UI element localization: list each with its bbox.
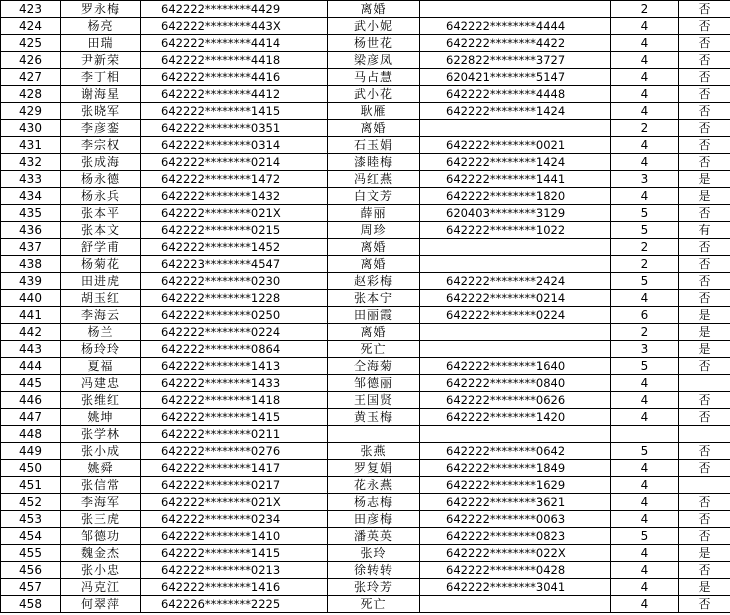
spouse-cell: 张本宁 [328, 290, 420, 307]
row-number-cell: 435 [1, 205, 61, 222]
spouse-id-cell: 642222********1424 [420, 154, 611, 171]
spouse-cell: 杨世花 [328, 35, 420, 52]
flag-cell: 否 [679, 409, 730, 426]
household-count-cell: 4 [611, 477, 679, 494]
flag-cell: 否 [679, 69, 730, 86]
flag-cell: 否 [679, 528, 730, 545]
table-row [1, 426, 730, 443]
spouse-cell: 周珍 [328, 222, 420, 239]
spouse-id-cell: 642222********1629 [420, 477, 611, 494]
row-number-cell: 445 [1, 375, 61, 392]
spouse-cell: 武小花 [328, 86, 420, 103]
name-cell: 李彦銮 [61, 120, 141, 137]
spouse-id-cell: 642222********0626 [420, 392, 611, 409]
name-cell: 张学林 [61, 426, 141, 443]
table-row [1, 307, 730, 324]
table-row [1, 35, 730, 52]
row-number-cell: 446 [1, 392, 61, 409]
row-number-cell: 444 [1, 358, 61, 375]
name-cell: 杨菊花 [61, 256, 141, 273]
table-row [1, 205, 730, 222]
flag-cell [679, 375, 730, 392]
spouse-cell: 死亡 [328, 341, 420, 358]
table-row [1, 103, 730, 120]
household-count-cell: 5 [611, 205, 679, 222]
household-count-cell: 4 [611, 375, 679, 392]
name-cell: 罗永梅 [61, 1, 141, 18]
table-row [1, 239, 730, 256]
spouse-id-cell: 642222********3041 [420, 579, 611, 596]
household-count-cell: 4 [611, 52, 679, 69]
spouse-cell: 薛丽 [328, 205, 420, 222]
flag-cell: 否 [679, 137, 730, 154]
spouse-id-cell [420, 596, 611, 613]
name-cell: 张晓军 [61, 103, 141, 120]
row-number-cell: 458 [1, 596, 61, 613]
household-count-cell: 4 [611, 86, 679, 103]
row-number-cell: 424 [1, 18, 61, 35]
flag-cell [679, 477, 730, 494]
name-cell: 冯建忠 [61, 375, 141, 392]
household-count-cell: 4 [611, 290, 679, 307]
flag-cell: 是 [679, 171, 730, 188]
household-count-cell: 4 [611, 188, 679, 205]
table-row [1, 324, 730, 341]
row-number-cell: 449 [1, 443, 61, 460]
table-row [1, 528, 730, 545]
spouse-cell: 张玲 [328, 545, 420, 562]
table-row [1, 494, 730, 511]
id-number-cell: 642222********1418 [141, 392, 328, 409]
household-count-cell: 4 [611, 460, 679, 477]
id-number-cell: 642222********1228 [141, 290, 328, 307]
row-number-cell: 455 [1, 545, 61, 562]
flag-cell: 否 [679, 239, 730, 256]
spouse-id-cell: 642222********0214 [420, 290, 611, 307]
row-number-cell: 423 [1, 1, 61, 18]
spouse-cell: 田彦梅 [328, 511, 420, 528]
name-cell: 田瑞 [61, 35, 141, 52]
spouse-cell: 仝海菊 [328, 358, 420, 375]
spouse-cell: 邹德丽 [328, 375, 420, 392]
spouse-id-cell [420, 120, 611, 137]
household-count-cell: 4 [611, 409, 679, 426]
table-row [1, 562, 730, 579]
flag-cell: 否 [679, 562, 730, 579]
spouse-cell: 梁彦凤 [328, 52, 420, 69]
spouse-cell: 冯红燕 [328, 171, 420, 188]
name-cell: 张维红 [61, 392, 141, 409]
row-number-cell: 429 [1, 103, 61, 120]
flag-cell: 是 [679, 324, 730, 341]
household-count-cell: 4 [611, 511, 679, 528]
spouse-id-cell: 642222********0840 [420, 375, 611, 392]
id-number-cell: 642222********443X [141, 18, 328, 35]
table-row [1, 375, 730, 392]
household-count-cell: 4 [611, 103, 679, 120]
flag-cell: 否 [679, 154, 730, 171]
flag-cell: 是 [679, 307, 730, 324]
spouse-cell: 徐转转 [328, 562, 420, 579]
table-row [1, 477, 730, 494]
flag-cell: 是 [679, 188, 730, 205]
flag-cell: 否 [679, 511, 730, 528]
flag-cell: 否 [679, 392, 730, 409]
name-cell: 尹新荣 [61, 52, 141, 69]
household-count-cell: 4 [611, 596, 679, 613]
name-cell: 胡玉红 [61, 290, 141, 307]
flag-cell: 否 [679, 18, 730, 35]
spouse-id-cell [420, 426, 611, 443]
id-number-cell: 642222********021X [141, 494, 328, 511]
table-row [1, 171, 730, 188]
spouse-id-cell: 620421********5147 [420, 69, 611, 86]
household-count-cell: 4 [611, 35, 679, 52]
spouse-id-cell: 622822********3727 [420, 52, 611, 69]
row-number-cell: 442 [1, 324, 61, 341]
row-number-cell: 457 [1, 579, 61, 596]
flag-cell: 否 [679, 120, 730, 137]
id-number-cell: 642222********1415 [141, 103, 328, 120]
row-number-cell: 436 [1, 222, 61, 239]
household-count-cell: 4 [611, 494, 679, 511]
row-number-cell: 452 [1, 494, 61, 511]
flag-cell: 是 [679, 341, 730, 358]
spouse-cell: 石玉娟 [328, 137, 420, 154]
spouse-cell: 离婚 [328, 1, 420, 18]
spouse-cell: 马占慧 [328, 69, 420, 86]
name-cell: 张成海 [61, 154, 141, 171]
id-number-cell: 642222********4416 [141, 69, 328, 86]
flag-cell: 是 [679, 545, 730, 562]
spouse-cell: 离婚 [328, 256, 420, 273]
name-cell: 李宗权 [61, 137, 141, 154]
table-row [1, 460, 730, 477]
spouse-cell: 离婚 [328, 120, 420, 137]
household-count-cell: 4 [611, 18, 679, 35]
household-count-cell [611, 426, 679, 443]
name-cell: 李海云 [61, 307, 141, 324]
flag-cell: 否 [679, 86, 730, 103]
name-cell: 姚舜 [61, 460, 141, 477]
household-count-cell: 4 [611, 154, 679, 171]
row-number-cell: 438 [1, 256, 61, 273]
row-number-cell: 440 [1, 290, 61, 307]
spouse-cell: 死亡 [328, 596, 420, 613]
household-count-cell: 3 [611, 171, 679, 188]
spouse-cell: 漆睦梅 [328, 154, 420, 171]
name-cell: 魏金杰 [61, 545, 141, 562]
id-number-cell: 642222********0214 [141, 154, 328, 171]
id-number-cell: 642222********1415 [141, 409, 328, 426]
household-count-cell: 6 [611, 307, 679, 324]
name-cell: 张小忠 [61, 562, 141, 579]
table-row [1, 341, 730, 358]
household-count-cell: 2 [611, 120, 679, 137]
row-number-cell: 434 [1, 188, 61, 205]
id-number-cell: 642222********4414 [141, 35, 328, 52]
name-cell: 张三虎 [61, 511, 141, 528]
spouse-id-cell [420, 1, 611, 18]
id-number-cell: 642222********1416 [141, 579, 328, 596]
flag-cell: 否 [679, 256, 730, 273]
row-number-cell: 427 [1, 69, 61, 86]
row-number-cell: 431 [1, 137, 61, 154]
row-number-cell: 430 [1, 120, 61, 137]
spouse-id-cell: 642222********0021 [420, 137, 611, 154]
household-count-cell: 4 [611, 69, 679, 86]
name-cell: 杨玲玲 [61, 341, 141, 358]
name-cell: 张小成 [61, 443, 141, 460]
table-row [1, 86, 730, 103]
household-count-cell: 2 [611, 324, 679, 341]
row-number-cell: 432 [1, 154, 61, 171]
id-number-cell: 642223********4547 [141, 256, 328, 273]
id-number-cell: 642226********2225 [141, 596, 328, 613]
row-number-cell: 456 [1, 562, 61, 579]
table-row [1, 443, 730, 460]
spouse-id-cell: 642222********2424 [420, 273, 611, 290]
name-cell: 李丁相 [61, 69, 141, 86]
household-count-cell: 3 [611, 341, 679, 358]
id-number-cell: 642222********0230 [141, 273, 328, 290]
id-number-cell: 642222********1415 [141, 545, 328, 562]
spouse-id-cell: 642222********3621 [420, 494, 611, 511]
spouse-cell: 黄玉梅 [328, 409, 420, 426]
id-number-cell: 642222********0211 [141, 426, 328, 443]
name-cell: 李海军 [61, 494, 141, 511]
row-number-cell: 454 [1, 528, 61, 545]
spouse-id-cell: 642222********4448 [420, 86, 611, 103]
row-number-cell: 453 [1, 511, 61, 528]
table-body [1, 1, 730, 613]
household-count-cell: 5 [611, 528, 679, 545]
household-count-cell: 5 [611, 358, 679, 375]
spouse-id-cell: 642222********1424 [420, 103, 611, 120]
name-cell: 张信常 [61, 477, 141, 494]
spouse-cell: 离婚 [328, 324, 420, 341]
flag-cell [679, 426, 730, 443]
id-number-cell: 642222********1413 [141, 358, 328, 375]
spouse-cell: 花永燕 [328, 477, 420, 494]
table-row [1, 273, 730, 290]
table-row [1, 596, 730, 613]
flag-cell: 否 [679, 205, 730, 222]
id-number-cell: 642222********4418 [141, 52, 328, 69]
spouse-cell: 赵彩梅 [328, 273, 420, 290]
id-number-cell: 642222********0213 [141, 562, 328, 579]
household-count-cell: 4 [611, 545, 679, 562]
household-count-cell: 2 [611, 256, 679, 273]
flag-cell: 否 [679, 460, 730, 477]
name-cell: 杨亮 [61, 18, 141, 35]
name-cell: 杨永德 [61, 171, 141, 188]
spouse-cell: 武小妮 [328, 18, 420, 35]
table-row [1, 392, 730, 409]
row-number-cell: 437 [1, 239, 61, 256]
spouse-cell: 潘英英 [328, 528, 420, 545]
household-count-cell: 5 [611, 222, 679, 239]
row-number-cell: 441 [1, 307, 61, 324]
spouse-id-cell: 642222********0063 [420, 511, 611, 528]
name-cell: 谢海星 [61, 86, 141, 103]
flag-cell: 否 [679, 35, 730, 52]
flag-cell: 否 [679, 494, 730, 511]
spouse-id-cell: 642222********022X [420, 545, 611, 562]
flag-cell: 否 [679, 52, 730, 69]
table-row [1, 18, 730, 35]
table-row [1, 511, 730, 528]
flag-cell: 否 [679, 443, 730, 460]
row-number-cell: 433 [1, 171, 61, 188]
spouse-cell: 田丽霞 [328, 307, 420, 324]
row-number-cell: 450 [1, 460, 61, 477]
id-number-cell: 642222********0234 [141, 511, 328, 528]
name-cell: 张本平 [61, 205, 141, 222]
household-count-cell: 4 [611, 579, 679, 596]
name-cell: 何翠萍 [61, 596, 141, 613]
spouse-id-cell: 642222********1022 [420, 222, 611, 239]
spouse-id-cell: 642222********1420 [420, 409, 611, 426]
row-number-cell: 447 [1, 409, 61, 426]
spouse-id-cell [420, 256, 611, 273]
spouse-cell: 离婚 [328, 239, 420, 256]
table-row [1, 69, 730, 86]
household-count-cell: 5 [611, 443, 679, 460]
flag-cell: 有 [679, 222, 730, 239]
table-row [1, 579, 730, 596]
household-count-cell: 2 [611, 239, 679, 256]
spouse-cell [328, 426, 420, 443]
id-number-cell: 642222********0351 [141, 120, 328, 137]
id-number-cell: 642222********0864 [141, 341, 328, 358]
row-number-cell: 425 [1, 35, 61, 52]
table-row [1, 1, 730, 18]
table-row [1, 290, 730, 307]
name-cell: 杨永兵 [61, 188, 141, 205]
flag-cell: 否 [679, 103, 730, 120]
id-number-cell: 642222********1410 [141, 528, 328, 545]
table-row [1, 256, 730, 273]
flag-cell: 否 [679, 273, 730, 290]
name-cell: 姚坤 [61, 409, 141, 426]
table-row [1, 545, 730, 562]
table-row [1, 222, 730, 239]
table-row [1, 137, 730, 154]
flag-cell: 是 [679, 579, 730, 596]
id-number-cell: 642222********0215 [141, 222, 328, 239]
id-number-cell: 642222********0250 [141, 307, 328, 324]
table-row [1, 52, 730, 69]
name-cell: 杨兰 [61, 324, 141, 341]
spouse-id-cell [420, 239, 611, 256]
id-number-cell: 642222********4429 [141, 1, 328, 18]
flag-cell: 否 [679, 1, 730, 18]
row-number-cell: 439 [1, 273, 61, 290]
id-number-cell: 642222********0276 [141, 443, 328, 460]
spouse-id-cell: 620403********3129 [420, 205, 611, 222]
name-cell: 张本文 [61, 222, 141, 239]
row-number-cell: 428 [1, 86, 61, 103]
table-row [1, 188, 730, 205]
row-number-cell: 451 [1, 477, 61, 494]
row-number-cell: 426 [1, 52, 61, 69]
id-number-cell: 642222********0224 [141, 324, 328, 341]
id-number-cell: 642222********1432 [141, 188, 328, 205]
id-number-cell: 642222********0217 [141, 477, 328, 494]
name-cell: 夏福 [61, 358, 141, 375]
spouse-id-cell: 642222********4444 [420, 18, 611, 35]
spouse-id-cell: 642222********4422 [420, 35, 611, 52]
row-number-cell: 443 [1, 341, 61, 358]
flag-cell: 否 [679, 290, 730, 307]
spouse-id-cell [420, 324, 611, 341]
spouse-cell: 杨志梅 [328, 494, 420, 511]
id-number-cell: 642222********1452 [141, 239, 328, 256]
spouse-id-cell: 642222********1820 [420, 188, 611, 205]
household-count-cell: 4 [611, 392, 679, 409]
flag-cell: 否 [679, 358, 730, 375]
table-row [1, 154, 730, 171]
spouse-id-cell: 642222********1441 [420, 171, 611, 188]
table-row [1, 409, 730, 426]
spouse-id-cell: 642222********0823 [420, 528, 611, 545]
spouse-cell: 张燕 [328, 443, 420, 460]
id-number-cell: 642222********1472 [141, 171, 328, 188]
household-count-cell: 2 [611, 1, 679, 18]
household-count-cell: 4 [611, 137, 679, 154]
spouse-cell: 王国贤 [328, 392, 420, 409]
row-number-cell: 448 [1, 426, 61, 443]
household-count-cell: 4 [611, 562, 679, 579]
name-cell: 冯克江 [61, 579, 141, 596]
id-number-cell: 642222********0314 [141, 137, 328, 154]
spouse-id-cell: 642222********1849 [420, 460, 611, 477]
table-row [1, 120, 730, 137]
spouse-id-cell [420, 341, 611, 358]
spouse-cell: 白文芳 [328, 188, 420, 205]
flag-cell: 否 [679, 596, 730, 613]
name-cell: 舒学甫 [61, 239, 141, 256]
name-cell: 邹德功 [61, 528, 141, 545]
table-row [1, 358, 730, 375]
id-number-cell: 642222********021X [141, 205, 328, 222]
household-count-cell: 5 [611, 273, 679, 290]
spouse-cell: 耿雁 [328, 103, 420, 120]
id-number-cell: 642222********1433 [141, 375, 328, 392]
spouse-id-cell: 642222********1640 [420, 358, 611, 375]
spouse-id-cell: 642222********0224 [420, 307, 611, 324]
id-number-cell: 642222********4412 [141, 86, 328, 103]
name-cell: 田进虎 [61, 273, 141, 290]
spouse-id-cell: 642222********0428 [420, 562, 611, 579]
spouse-cell: 罗复娟 [328, 460, 420, 477]
spouse-cell: 张玲芳 [328, 579, 420, 596]
spouse-id-cell: 642222********0642 [420, 443, 611, 460]
id-number-cell: 642222********1417 [141, 460, 328, 477]
